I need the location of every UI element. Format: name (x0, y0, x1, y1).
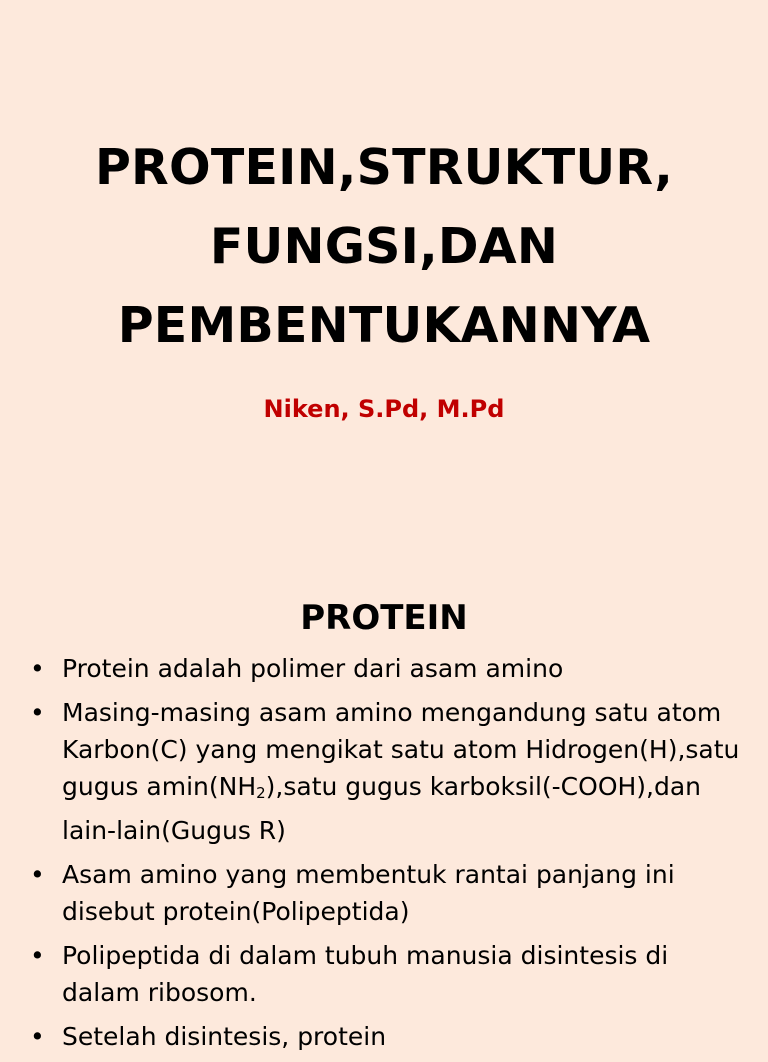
bullet-item (30, 694, 740, 849)
bullet-text-before-subscript: Masing-masing asam amino mengandung satu atom Karbon(C) yang mengikat satu atom Hidrogen(H),satu gugus amin(NH (62, 698, 740, 801)
title-line-1: PROTEIN,STRUKTUR, (94, 139, 674, 196)
bullet-dot-icon: • (30, 860, 45, 889)
bullet-item (30, 937, 740, 1011)
bullet-text-after-subscript: ),satu gugus karboksil(-COOH),dan lain-lain(Gugus R) (62, 772, 702, 845)
bullet-text: Polipeptida di dalam tubuh manusia disintesis di dalam ribosom. (62, 941, 669, 1007)
bullet-item (30, 650, 740, 687)
bullet-text: Asam amino yang membentuk rantai panjang ini disebut protein(Polipeptida) (62, 860, 675, 926)
content-slide (0, 570, 768, 1051)
title-line-2: FUNGSI,DAN (209, 218, 559, 275)
bullet-text: Setelah disintesis, protein (62, 1022, 387, 1051)
bullet-dot-icon: • (30, 698, 45, 727)
title-line-3: PEMBENTUKANNYA (117, 297, 651, 354)
bullet-dot-icon: • (30, 1022, 45, 1051)
slide-title (0, 128, 768, 365)
bullet-text: Protein adalah polimer dari asam amino (62, 654, 564, 683)
bullet-list (30, 650, 740, 1062)
bullet-item (30, 856, 740, 930)
content-slide-title: PROTEIN (300, 598, 468, 638)
bullet-dot-icon: • (30, 941, 45, 970)
subscript-number: 2 (256, 784, 266, 802)
author-name: Niken, S.Pd, M.Pd (263, 395, 505, 423)
bullet-dot-icon: • (30, 654, 45, 683)
